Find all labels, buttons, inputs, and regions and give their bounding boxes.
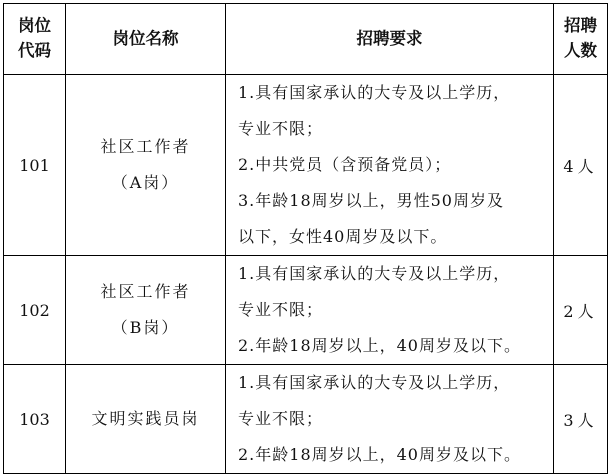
headcount-cell [554,256,608,365]
requirement-line: 2.年龄18周岁以上，40周岁及以下。 [238,336,521,355]
requirements-cell [226,75,554,256]
table-row [4,75,608,256]
header-count-line2: 人数 [564,41,597,60]
header-row [4,4,608,75]
header-code-line2: 代码 [18,41,51,60]
requirement-line: 专业不限； [238,119,324,138]
header-count-line1: 招聘 [564,16,597,36]
header-name-label: 岗位名称 [112,28,179,48]
position-code-cell [4,75,66,256]
position-name-cell [66,256,226,365]
position-code: 102 [19,300,50,320]
table-row [4,365,608,474]
requirements-cell [226,365,554,474]
position-name-cell [66,75,226,256]
requirement-line: 1.具有国家承认的大专及以上学历， [238,83,511,102]
position-name-line2: （A岗） [111,173,180,192]
requirement-line: 1.具有国家承认的大专及以上学历， [238,264,511,283]
position-code-cell [4,256,66,365]
headcount-cell [554,75,608,256]
requirement-line: 2.年龄18周岁以上，40周岁及以下。 [238,445,521,464]
headcount-cell [554,365,608,474]
requirement-line: 3.年龄18周岁以上，男性50周岁及 [238,191,504,210]
position-code: 103 [19,409,50,429]
requirement-line: 1.具有国家承认的大专及以上学历， [238,373,511,392]
requirements-cell [226,256,554,365]
headcount: 2人 [563,301,598,321]
position-name-line1: 社区工作者 [100,282,191,301]
recruitment-table-container [3,3,608,474]
position-code-cell [4,365,66,474]
position-code: 101 [19,155,50,175]
header-headcount [554,4,608,75]
position-name-line2: （B岗） [111,318,180,337]
table-row [4,256,608,365]
position-name-line1: 文明实践员岗 [91,409,200,428]
header-code-line1: 岗位 [18,16,51,36]
header-requirements-label: 招聘要求 [356,28,423,48]
header-requirements [226,4,554,75]
position-name-line1: 社区工作者 [100,137,191,156]
requirement-line: 2.中共党员（含预备党员）； [238,155,452,174]
headcount: 3人 [563,410,598,430]
requirement-line: 以下，女性40周岁及以下。 [238,227,448,246]
position-name-cell [66,365,226,474]
recruitment-table [3,3,608,474]
header-position-name [66,4,226,75]
requirement-line: 专业不限； [238,409,324,428]
requirement-line: 专业不限； [238,300,324,319]
headcount: 4人 [563,156,598,176]
header-position-code [4,4,66,75]
